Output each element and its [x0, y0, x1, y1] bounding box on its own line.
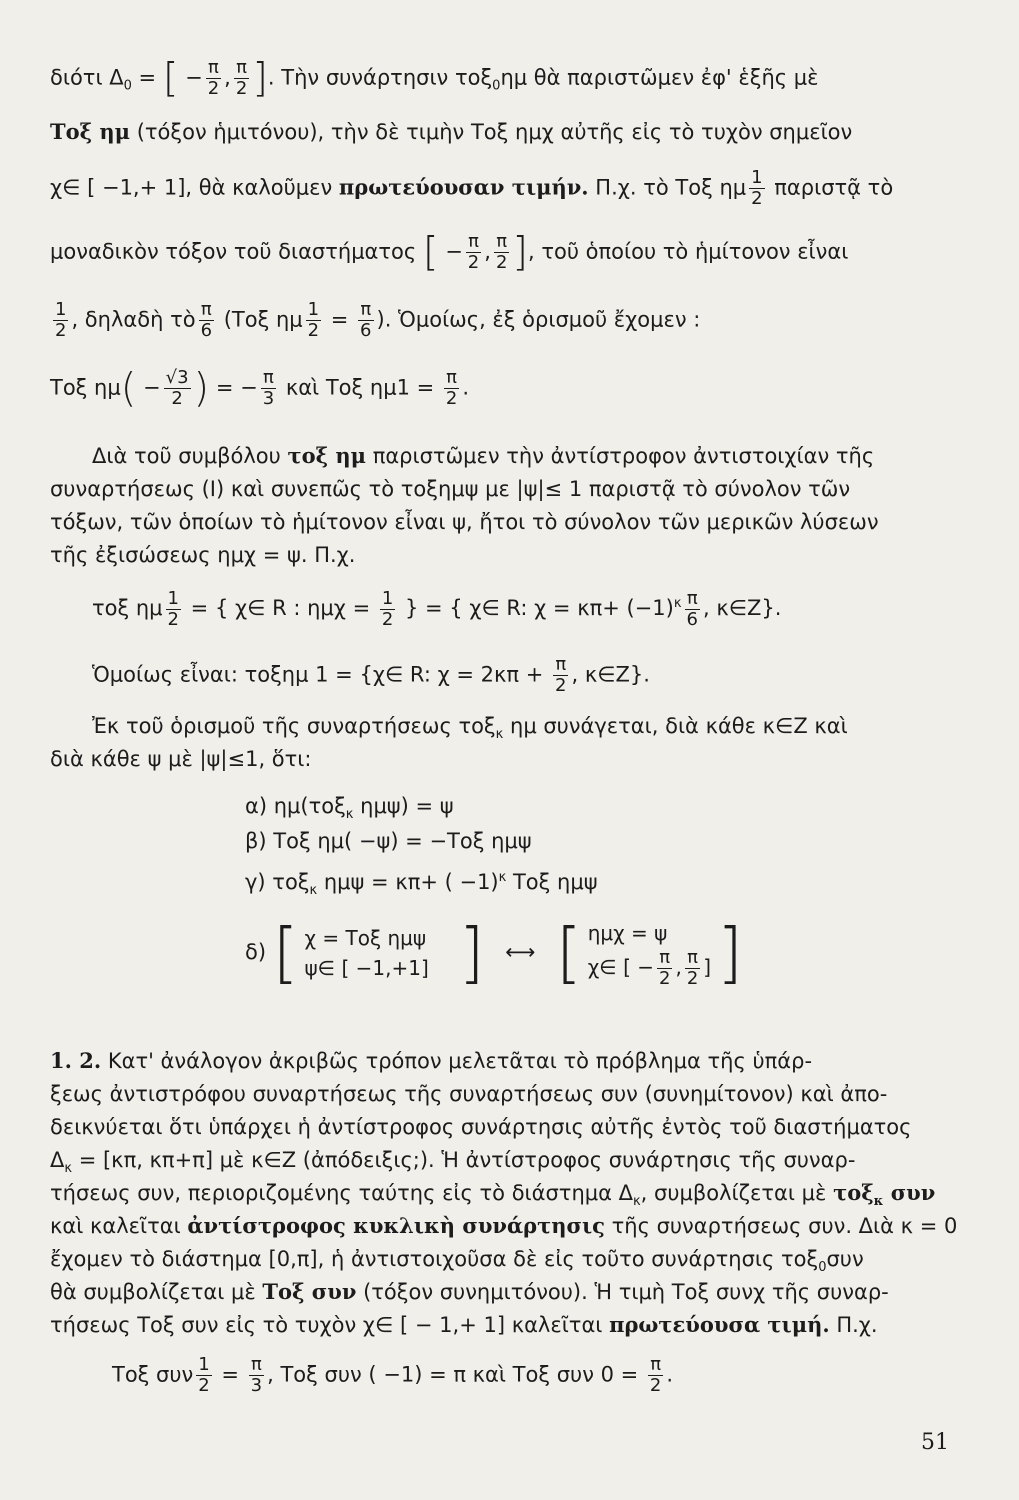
- line-12: Ὁμοίως εἶναι: τοξημ 1 = {χ∈ R: χ = 2κπ + $\frac{\pi}{2}$ , κ∈Z}.: [92, 654, 650, 696]
- section-1-2-formula: Τοξ συν $\frac{1}{2}$ = $\frac{\pi}{3}$ , Τοξ συν ( −1) = π καὶ Τοξ συν 0 = $\frac{\pi}{2}$ .: [112, 1354, 674, 1396]
- equivalence-arrow: ⟷: [505, 940, 536, 964]
- section-1-2-line-4: $\Delta_\kappa = [\kappa\pi$, κπ+π] μὲ κ∈Z (ἀπόδειξις;). Ἡ ἀντίστροφος συνάρτησις τῆς συναρ-: [50, 1148, 856, 1177]
- line-8: συναρτήσεως (Ι) καὶ συνεπῶς τὸ τοξημψ με |ψ|≤ 1 παριστᾷ τὸ σύνολον τῶν: [50, 477, 851, 501]
- item-alpha: α) ημ(τοξ$_\kappa$ ημψ) = ψ: [245, 794, 454, 823]
- line-6: Τοξ ημ( − $\frac{√3}{2}$ ) = − $\frac{\pi}{3}$ καὶ Τοξ ημ1 = $\frac{\pi}{2}$ .: [50, 365, 470, 412]
- section-1-2-line-8: θὰ συμβολίζεται μὲ Τοξ συν (τόξον συνημιτόνου). Ἡ τιμὴ Τοξ συνχ τῆς συναρ-: [50, 1279, 889, 1304]
- section-1-2-line-1: 1. 2. Κατ' ἀνάλογον ἀκριβῶς τρόπον μελετᾶται τὸ πρόβλημα τῆς ὑπάρ-: [50, 1048, 813, 1073]
- line-14: διὰ κάθε ψ μὲ |ψ|≤1, ὅτι:: [50, 747, 312, 771]
- section-1-2-line-9: τήσεως Τοξ συν εἰς τὸ τυχὸν χ∈ [ − 1,+ 1] καλεῖται πρωτεύουσα τιμή. Π.χ.: [50, 1312, 878, 1337]
- line-1: διότι $\Delta_0$ = [ − $\frac{\pi}{2}$ , $\frac{\pi}{2}$ ]. Τὴν συνάρτησιν τοξ$_0$ημ θὰ παριστῶμεν ἐφ' ἑξῆς μὲ: [50, 55, 819, 102]
- section-1-2-line-3: δεικνύεται ὅτι ὑπάρχει ἡ ἀντίστροφος συνάρτησις αὐτῆς ἐντὸς τοῦ διαστήματος: [50, 1115, 912, 1139]
- line-2: Τοξ ημ (τόξον ἡμιτόνου), τὴν δὲ τιμὴν Τοξ ημχ αὐτῆς εἰς τὸ τυχὸν σημεῖον: [50, 119, 853, 144]
- section-1-2-line-5: τήσεως συν, περιοριζομένης ταύτης εἰς τὸ διάστημα $\Delta_\kappa$, συμβολίζεται μὲ τοξ$_\kappa$ συν: [50, 1180, 936, 1210]
- line-7: Διὰ τοῦ συμβόλου τοξ ημ παριστῶμεν τὴν ἀντίστροφον ἀντιστοιχίαν τῆς: [92, 443, 875, 468]
- formula-toxim-half: τοξ ημ $\frac{1}{2}$ = { χ∈ R : ημχ = $\frac{1}{2}$ } = { χ∈ R: $\chi = \kappa\pi+ (-1)^\kappa$ $\frac{\pi}{6}$ , κ∈Z}.: [92, 587, 782, 630]
- section-1-2-line-6: καὶ καλεῖται ἀντίστροφος κυκλικὴ συνάρτησις τῆς συναρτήσεως συν. Διὰ κ = 0: [50, 1213, 958, 1238]
- line-13: Ἐκ τοῦ ὁρισμοῦ τῆς συναρτήσεως τοξ$_\kappa$ ημ συνάγεται, διὰ κάθε κ∈Z καὶ: [92, 714, 848, 743]
- item-delta: δ) [ χ = Τοξ ημψ ψ∈ [ −1,+1] ] ⟷ [ ημχ = ψ χ∈ [ − $\frac{\pi}{2}$ , $\frac{\pi}{2}$ ] ]: [245, 914, 743, 991]
- section-1-2-line-2: ξεως ἀντιστρόφου συναρτήσεως τῆς συναρτήσεως συν (συνημίτονον) καὶ ἀπο-: [50, 1082, 888, 1106]
- line-10: τῆς ἐξισώσεως ημχ = ψ. Π.χ.: [50, 543, 356, 567]
- line-4: μοναδικὸν τόξον τοῦ διαστήματος [ − $\frac{\pi}{2}$ , $\frac{\pi}{2}$ ], τοῦ ὁποίου τὸ ἡμίτονον εἶναι: [50, 229, 849, 276]
- item-gamma: γ) τοξ$_\kappa$ ημψ = κπ+ ( −1)$^\kappa$ Τοξ ημψ: [245, 870, 598, 899]
- item-beta: β) Τοξ ημ( −ψ) = −Τοξ ημψ: [245, 829, 532, 853]
- line-3: χ∈ [ −1,+ 1], θὰ καλοῦμεν πρωτεύουσαν τιμήν. Π.χ. τὸ Τοξ ημ $\frac{1}{2}$ παριστᾷ τὸ: [50, 167, 894, 209]
- section-1-2-line-7: ἔχομεν τὸ διάστημα [0,π], ἡ ἀντιστοιχοῦσα δὲ εἰς τοῦτο συνάρτησις τοξ$_0$συν: [50, 1247, 864, 1276]
- page-number: 51: [921, 1430, 949, 1455]
- line-5: $\frac{1}{2}$ , δηλαδὴ τὸ $\frac{\pi}{6}$ (Τοξ ημ $\frac{1}{2}$ = $\frac{\pi}{6}$ ). Ὁμοίως, ἐξ ὁρισμοῦ ἔχομεν :: [55, 299, 701, 341]
- line-9: τόξων, τῶν ὁποίων τὸ ἡμίτονον εἶναι ψ, ἤτοι τὸ σύνολον τῶν μερικῶν λύσεων: [50, 510, 879, 534]
